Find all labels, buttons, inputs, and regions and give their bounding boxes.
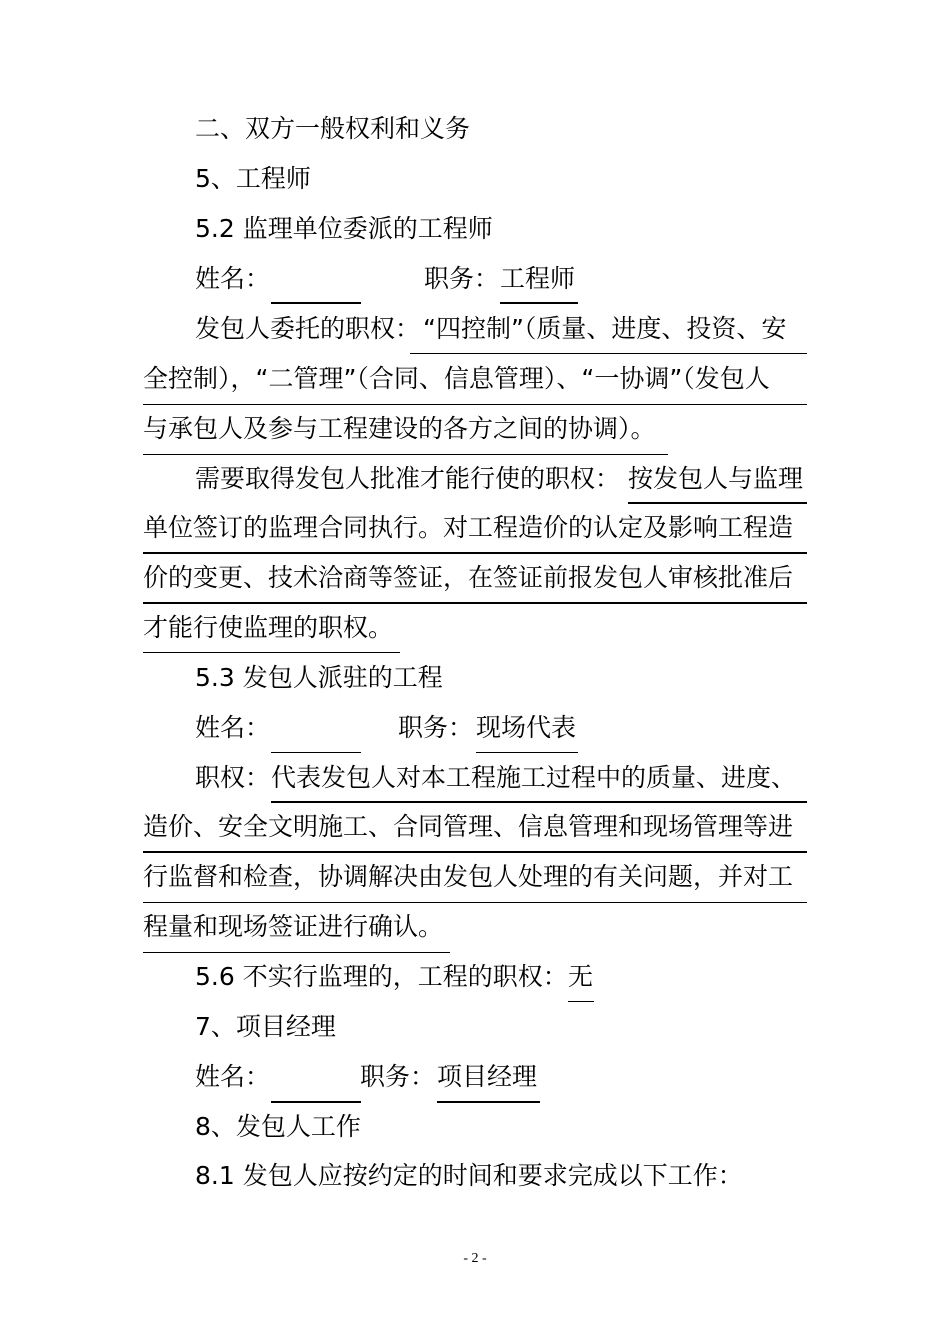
section-5-3-title: 5.3 发包人派驻的工程: [195, 663, 443, 692]
section-heading-2: 二、双方一般权利和义务: [195, 114, 471, 143]
rep-authority-underline-3: [143, 902, 807, 903]
authority-underline-1: [410, 353, 807, 354]
engineer-duty-underline: [500, 302, 578, 304]
approval-underline-1: [628, 502, 807, 504]
rep-authority-label: 职权：: [195, 763, 271, 792]
approval-line-3: 价的变更、技术洽商等签证，在签证前报发包人审核批准后: [143, 563, 794, 592]
authority-line-3: 与承包人及参与工程建设的各方之间的协调）。: [143, 414, 656, 443]
section-8-1-text: 8.1 发包人应按约定的时间和要求完成以下工作：: [195, 1161, 743, 1190]
pm-name-label: 姓名：: [195, 1062, 271, 1091]
engineer-duty-value: 工程师: [500, 264, 576, 293]
authority-line-2: 全控制），“二管理”（合同、信息管理）、“一协调”（发包人: [143, 364, 770, 393]
approval-line-1: 按发包人与监理: [628, 464, 804, 493]
authority-label: 发包人委托的职权：: [195, 314, 421, 343]
pm-name-blank: [271, 1101, 361, 1103]
authority-line-1: “四控制”（质量、进度、投资、安: [423, 314, 787, 343]
approval-underline-3: [143, 602, 807, 604]
rep-authority-line-1: 代表发包人对本工程施工过程中的质量、进度、: [271, 763, 797, 792]
rep-authority-underline-4: [143, 952, 450, 953]
rep-duty-value: 现场代表: [476, 713, 577, 742]
page-number: - 2 -: [463, 1251, 487, 1266]
section-5-title: 5、工程师: [195, 164, 311, 193]
rep-authority-line-2: 造价、安全文明施工、合同管理、信息管理和现场管理等进: [143, 812, 794, 841]
rep-authority-underline-2: [143, 851, 807, 853]
approval-label: 需要取得发包人批准才能行使的职权：: [195, 464, 621, 493]
approval-underline-4: [143, 652, 400, 653]
section-7-title: 7、项目经理: [195, 1012, 336, 1041]
approval-line-4: 才能行使监理的职权。: [143, 613, 394, 642]
rep-name-label: 姓名：: [195, 713, 271, 742]
rep-name-blank: [271, 752, 361, 753]
approval-underline-2: [143, 552, 807, 554]
section-5-6-value: 无: [568, 962, 594, 991]
rep-authority-line-4: 程量和现场签证进行确认。: [143, 912, 444, 941]
rep-duty-underline: [476, 752, 578, 753]
section-5-6-underline: [568, 1001, 594, 1002]
rep-duty-label: 职务：: [398, 713, 474, 742]
pm-duty-value: 项目经理: [437, 1062, 538, 1091]
section-5-2-title: 5.2 监理单位委派的工程师: [195, 214, 493, 243]
authority-underline-3: [143, 454, 668, 455]
rep-authority-underline-1: [271, 801, 807, 803]
rep-authority-line-3: 行监督和检查，协调解决由发包人处理的有关问题，并对工: [143, 862, 794, 891]
approval-line-2: 单位签订的监理合同执行。对工程造价的认定及影响工程造: [143, 513, 794, 542]
engineer-name-blank: [271, 302, 361, 304]
authority-underline-2: [143, 404, 807, 405]
section-8-title: 8、发包人工作: [195, 1112, 361, 1141]
pm-duty-underline: [437, 1101, 540, 1103]
engineer-duty-label: 职务：: [424, 264, 500, 293]
pm-duty-label: 职务：: [360, 1062, 436, 1091]
section-5-6-label: 5.6 不实行监理的，工程的职权：: [195, 962, 568, 991]
engineer-name-label: 姓名：: [195, 264, 271, 293]
